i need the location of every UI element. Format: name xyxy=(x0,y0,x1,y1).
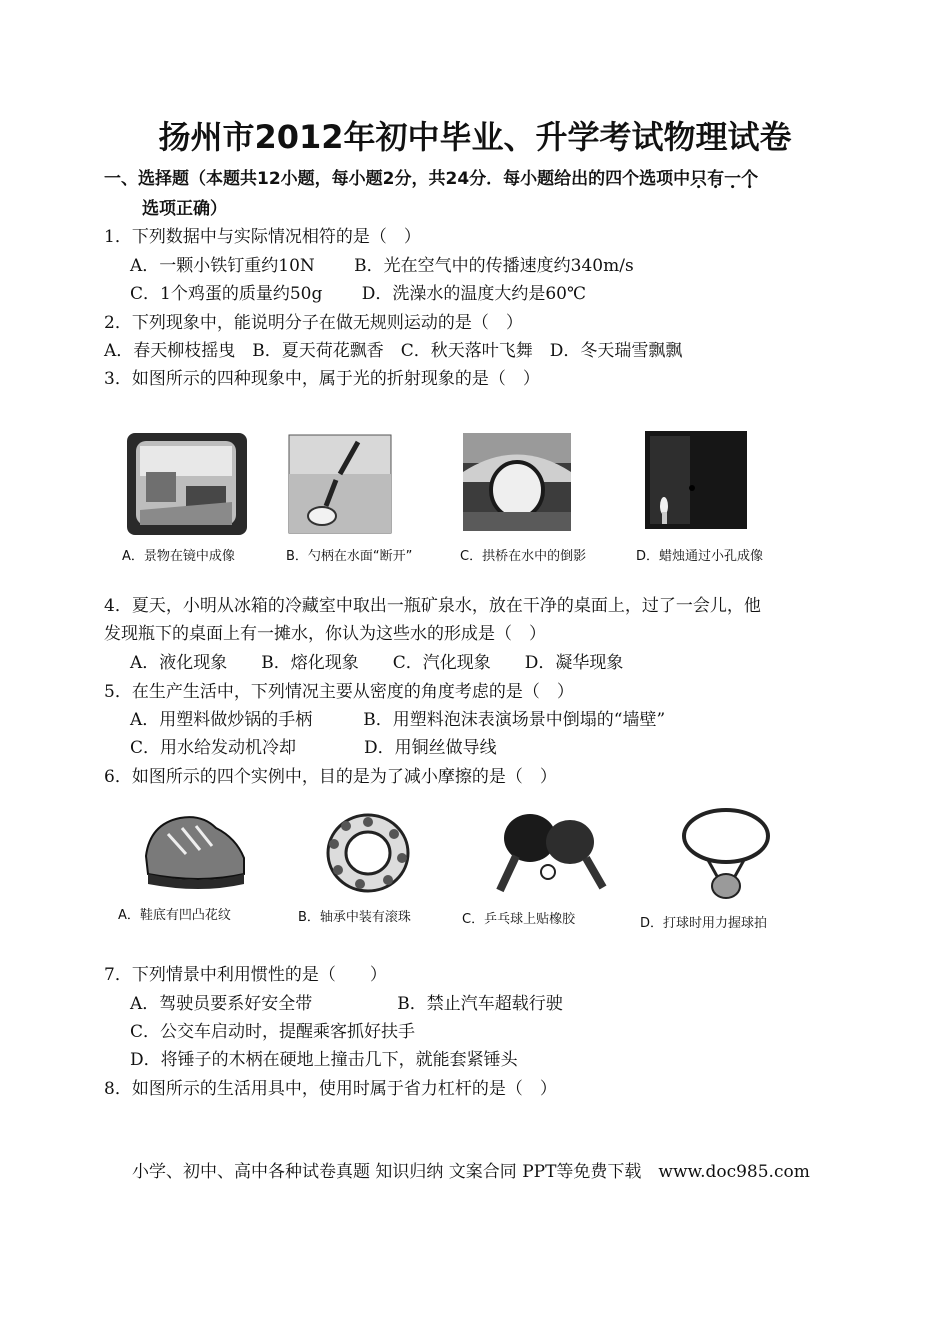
arch-bridge-reflection-figure xyxy=(462,432,572,532)
q7-stem: 7．下列情景中利用惯性的是（ ） xyxy=(104,965,387,985)
q3-caption-c: C．拱桥在水中的倒影 xyxy=(460,549,587,564)
emphasis-char: 只 xyxy=(690,169,708,189)
q1-stem: 1．下列数据中与实际情况相符的是（ ） xyxy=(104,227,421,247)
q6-caption-c: C．乒乓球上贴橡胶 xyxy=(462,912,576,927)
q6-caption-b: B．轴承中装有滚珠 xyxy=(298,910,411,925)
q1-options-row1: A．一颗小铁钉重约10N B．光在空气中的传播速度约340m/s xyxy=(130,256,634,276)
q4-stem-line2: 发现瓶下的桌面上有一摊水，你认为这些水的形成是（ ） xyxy=(104,624,546,644)
q6-stem: 6．如图所示的四个实例中，目的是为了减小摩擦的是（ ） xyxy=(104,767,557,787)
q7-options-row1: A．驾驶员要系好安全带 B．禁止汽车超载行驶 xyxy=(130,994,563,1014)
q7-options-row3: D．将锤子的木柄在硬地上撞击几下，就能套紧锤头 xyxy=(130,1050,518,1070)
section-heading xyxy=(104,164,758,189)
emphasis-char: 个 xyxy=(741,169,759,189)
ball-bearing-figure xyxy=(316,810,420,896)
q2-options-row1: A．春天柳枝摇曳 B．夏天荷花飘香 C．秋天落叶飞舞 D．冬天瑞雪飘飘 xyxy=(104,341,683,361)
emphasis-char: 一 xyxy=(724,169,742,189)
q5-options-row2: C．用水给发动机冷却 D．用铜丝做导线 xyxy=(130,738,497,758)
q2-stem: 2．下列现象中，能说明分子在做无规则运动的是（ ） xyxy=(104,313,523,333)
shoe-sole-figure xyxy=(140,804,250,894)
section-heading-text: 一、选择题（本题共12小题，每小题2分，共24分．每小题给出的四个选项中 xyxy=(104,169,691,189)
pinhole-candle-figure xyxy=(644,430,748,530)
tennis-racket-figure xyxy=(676,806,776,902)
q3-caption-a: A．景物在镜中成像 xyxy=(122,549,235,564)
q5-stem: 5．在生产生活中，下列情况主要从密度的角度考虑的是（ ） xyxy=(104,682,574,702)
page-footer: 小学、初中、高中各种试卷真题 知识归纳 文案合同 PPT等免费下载 www.doc985.com xyxy=(132,1162,810,1182)
q5-options-row1: A．用塑料做炒锅的手柄 B．用塑料泡沫表演场景中倒塌的“墙壁” xyxy=(130,710,666,730)
section-heading-cont: 选项正确） xyxy=(142,199,227,219)
mirror-image-figure xyxy=(126,432,248,536)
q3-stem: 3．如图所示的四种现象中，属于光的折射现象的是（ ） xyxy=(104,369,540,389)
emphasis-char: 有 xyxy=(707,169,725,189)
spoon-in-water-figure xyxy=(288,434,392,534)
q3-caption-b: B．勺柄在水面“断开” xyxy=(286,549,413,564)
q1-options-row2: C．1个鸡蛋的质量约50g D．洗澡水的温度大约是60℃ xyxy=(130,284,587,304)
q6-caption-d: D．打球时用力握球拍 xyxy=(640,916,768,931)
q4-options-row1: A．液化现象 B．熔化现象 C．汽化现象 D．凝华现象 xyxy=(130,653,624,673)
page-title: 扬州市2012年初中毕业、升学考试物理试卷 xyxy=(158,118,792,156)
q4-stem-line1: 4．夏天，小明从冰箱的冷藏室中取出一瓶矿泉水，放在干净的桌面上，过了一会儿，他 xyxy=(104,596,761,616)
q3-caption-d: D．蜡烛通过小孔成像 xyxy=(636,549,764,564)
q8-stem: 8．如图所示的生活用具中，使用时属于省力杠杆的是（ ） xyxy=(104,1079,557,1099)
q6-caption-a: A．鞋底有凹凸花纹 xyxy=(118,908,231,923)
q7-options-row2: C．公交车启动时，提醒乘客抓好扶手 xyxy=(130,1022,416,1042)
ping-pong-paddle-figure xyxy=(486,808,614,898)
